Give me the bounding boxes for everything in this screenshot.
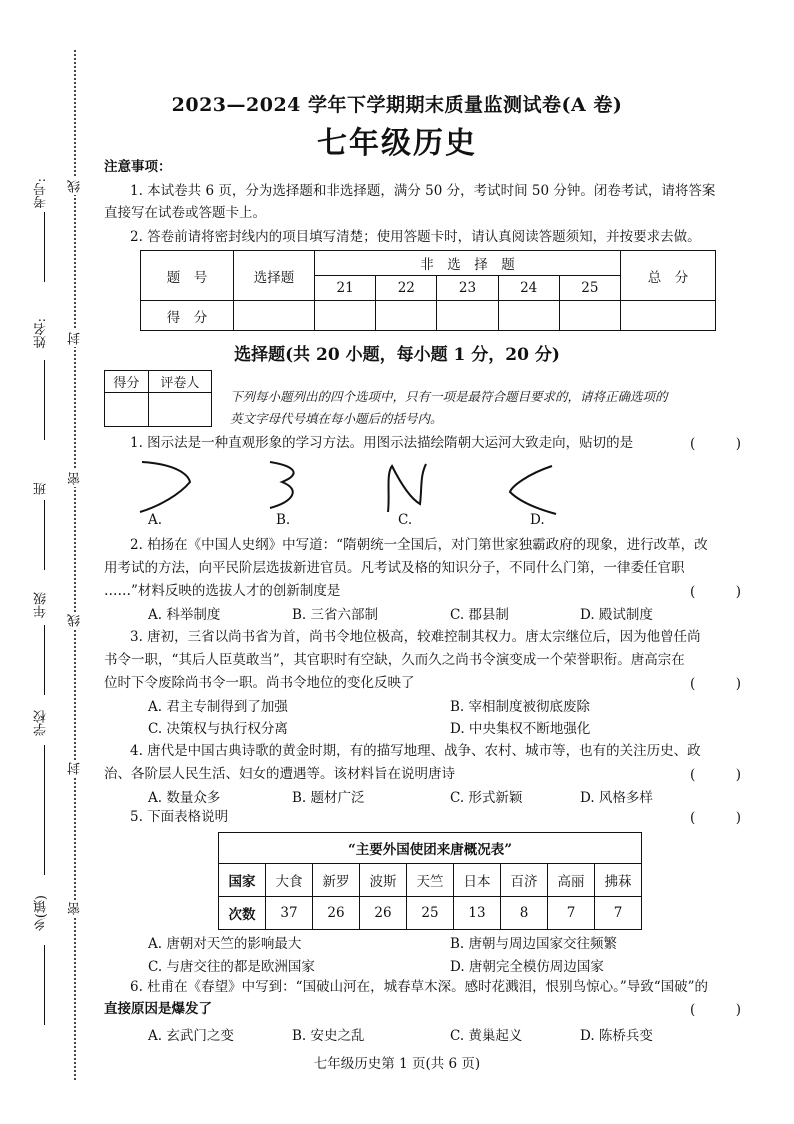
- envoy-count: 13: [454, 897, 501, 930]
- q4-answer-paren[interactable]: ( ): [690, 767, 742, 783]
- q5-option-b: B. 唐朝与周边国家交往频繁: [450, 936, 618, 952]
- seal-char-2: 封: [68, 332, 83, 345]
- seal-char-3: 密: [68, 472, 83, 485]
- subject-title: 七年级历史: [317, 126, 477, 161]
- notice-line-2: 2. 答卷前请将密封线内的项目填写清楚；使用答题卡时，请认真阅读答题须知，并按要求去做。: [130, 229, 701, 245]
- envoy-count: 25: [407, 897, 454, 930]
- envoy-row-head-country: 国家: [219, 864, 266, 897]
- q1-option-b: B.: [276, 512, 291, 528]
- envoy-count: 26: [313, 897, 360, 930]
- q2-option-d: D. 殿试制度: [580, 607, 653, 623]
- score-col-25: 25: [559, 276, 620, 301]
- score-cell[interactable]: [437, 301, 498, 331]
- q5-option-a: A. 唐朝对天竺的影响最大: [148, 936, 302, 952]
- score-cell[interactable]: [234, 301, 315, 331]
- q4-option-b: B. 题材广泛: [292, 790, 365, 806]
- envoy-country: 拂菻: [595, 864, 642, 897]
- envoy-table: [218, 832, 642, 930]
- q3-line-3: 位时下令废除尚书令一职。尚书令地位的变化反映了: [104, 675, 415, 691]
- envoy-count: 26: [360, 897, 407, 930]
- grade-line: [44, 625, 45, 695]
- score-cell[interactable]: [621, 301, 716, 331]
- q5-answer-paren[interactable]: ( ): [690, 810, 742, 826]
- envoy-table-title: “主要外国使团来唐概况表”: [219, 833, 642, 864]
- grader-box: [104, 370, 212, 427]
- name-label: 姓名:: [34, 318, 49, 349]
- q2-option-b: B. 三省六部制: [292, 607, 379, 623]
- score-col-24: 24: [498, 276, 559, 301]
- q3-option-c: C. 决策权与执行权分离: [148, 721, 288, 737]
- envoy-country: 天竺: [407, 864, 454, 897]
- seal-line: [74, 50, 76, 1080]
- score-table-xuanze: 选择题: [234, 251, 315, 301]
- notice-line-1b: 直接写在试卷或答题卡上。: [104, 205, 266, 221]
- grade-label: 年级: [34, 592, 49, 618]
- q1-option-a-sketch: [140, 462, 190, 512]
- class-line: [44, 500, 45, 570]
- class-label: 班: [34, 482, 49, 495]
- q1-canal-sketches: [120, 452, 580, 522]
- school-label: 学校: [34, 710, 49, 736]
- seal-char-1: 线: [68, 180, 83, 193]
- q5-option-d: D. 唐朝完全模仿周边国家: [450, 959, 604, 975]
- score-col-21: 21: [315, 276, 376, 301]
- q6-answer-paren[interactable]: ( ): [690, 1002, 742, 1018]
- q1-option-d: D.: [530, 512, 545, 528]
- q1-option-c-sketch: [388, 464, 426, 512]
- score-table-defen: 得 分: [141, 301, 234, 331]
- grader-score-cell[interactable]: [105, 393, 149, 427]
- q1-answer-paren[interactable]: ( ): [690, 436, 742, 452]
- q4-line-1: 4. 唐代是中国古典诗歌的黄金时期，有的描写地理、战争、农村、城市等，也有的关注历史、政: [130, 743, 701, 759]
- q2-answer-paren[interactable]: ( ): [690, 584, 742, 600]
- q1-option-b-sketch: [270, 462, 294, 508]
- q2-option-c: C. 郡县制: [450, 607, 509, 623]
- q5-option-c: C. 与唐交往的都是欧洲国家: [148, 959, 315, 975]
- envoy-country: 百济: [501, 864, 548, 897]
- page-footer: 七年级历史第 1 页(共 6 页): [313, 1056, 481, 1072]
- q1-option-d-sketch: [510, 466, 556, 514]
- exam-number-label: 考号:: [34, 178, 49, 209]
- grader-score-label: 得分: [105, 371, 149, 393]
- q4-line-2: 治、各阶层人民生活、妇女的遭遇等。该材料旨在说明唐诗: [104, 766, 455, 782]
- q3-option-d: D. 中央集权不断地强化: [450, 721, 591, 737]
- q3-option-a: A. 君主专制得到了加强: [148, 699, 288, 715]
- envoy-country: 高丽: [548, 864, 595, 897]
- score-cell[interactable]: [498, 301, 559, 331]
- q1-option-c: C.: [398, 512, 413, 528]
- score-table: [140, 250, 716, 331]
- q5-stem: 5. 下面表格说明: [130, 809, 229, 825]
- q3-line-2: 书令一职，“其后人臣莫敢当”，其官职时有空缺，久而久之尚书令演变成一个荣誉职衔。唐高宗在: [104, 652, 685, 668]
- envoy-country: 新罗: [313, 864, 360, 897]
- q1-stem: 1. 图示法是一种直观形象的学习方法。用图示法描绘隋朝大运河大致走向，贴切的是: [130, 435, 634, 451]
- q6-option-c: C. 黄巢起义: [450, 1028, 523, 1044]
- school-line: [44, 745, 45, 875]
- notice-heading: 注意事项：: [104, 159, 172, 175]
- envoy-row-head-count: 次数: [219, 897, 266, 930]
- score-cell[interactable]: [315, 301, 376, 331]
- exam-title: 2023—2024 学年下学期期末质量监测试卷(A 卷): [171, 94, 623, 116]
- score-table-zongfen: 总 分: [621, 251, 716, 301]
- q3-answer-paren[interactable]: ( ): [690, 676, 742, 692]
- envoy-count: 7: [595, 897, 642, 930]
- seal-char-4: 线: [68, 614, 83, 627]
- q2-option-a: A. 科举制度: [148, 607, 221, 623]
- q2-line-1: 2. 柏扬在《中国人史纲》中写道：“隋朝统一全国后，对门第世家独霸政府的现象，进行改革，改: [130, 537, 708, 553]
- q1-option-a: A.: [148, 512, 163, 528]
- q2-line-2: 用考试的方法，向平民阶层选拔新进官员。凡考试及格的知识分子，不同什么门第，一律委任官职: [104, 560, 685, 576]
- q4-option-a: A. 数量众多: [148, 790, 221, 806]
- envoy-count: 8: [501, 897, 548, 930]
- section-instruction-a: 下列每小题列出的四个选项中，只有一项是最符合题目要求的，请将正确选项的: [230, 389, 668, 404]
- q6-option-a: A. 玄武门之变: [148, 1028, 234, 1044]
- q2-line-3: ……”材料反映的选拔人才的创新制度是: [104, 583, 341, 599]
- town-label: 乡(镇): [34, 895, 49, 932]
- exam-number-line: [44, 212, 45, 282]
- q6-line-2: 直接原因是爆发了: [104, 1001, 212, 1017]
- q6-option-b: B. 安史之乱: [292, 1028, 365, 1044]
- seal-char-6: 密: [68, 902, 83, 915]
- q3-option-b: B. 宰相制度被彻底废除: [450, 699, 591, 715]
- envoy-country: 波斯: [360, 864, 407, 897]
- q6-option-d: D. 陈桥兵变: [580, 1028, 653, 1044]
- notice-line-1a: 1. 本试卷共 6 页，分为选择题和非选择题，满分 50 分，考试时间 50 分钟。闭卷考试，请将答案: [130, 183, 716, 199]
- q4-option-d: D. 风格多样: [580, 790, 653, 806]
- seal-char-5: 封: [68, 762, 83, 775]
- section-heading: 选择题(共 20 小题，每小题 1 分，20 分): [234, 345, 560, 365]
- grader-name-cell[interactable]: [148, 393, 211, 427]
- name-line: [44, 360, 45, 440]
- section-instruction-b: 英文字母代号填在每小题后的括号内。: [230, 411, 443, 426]
- envoy-count: 7: [548, 897, 595, 930]
- score-col-22: 22: [376, 276, 437, 301]
- score-cell[interactable]: [376, 301, 437, 331]
- score-col-23: 23: [437, 276, 498, 301]
- town-line: [44, 945, 45, 1025]
- q3-line-1: 3. 唐初，三省以尚书省为首，尚书令地位极高，较难控制其权力。唐太宗继位后，因为他曾任尚: [130, 629, 701, 645]
- q6-line-1: 6. 杜甫在《春望》中写到：“国破山河在，城春草木深。感时花溅泪，恨别鸟惊心。”导致“国破”的: [130, 979, 709, 995]
- score-cell[interactable]: [559, 301, 620, 331]
- score-table-tihao: 题 号: [141, 251, 234, 301]
- q4-option-c: C. 形式新颖: [450, 790, 523, 806]
- grader-name-label: 评卷人: [148, 371, 211, 393]
- envoy-country: 大食: [266, 864, 313, 897]
- score-table-feixuanze: 非 选 择 题: [315, 251, 621, 276]
- envoy-count: 37: [266, 897, 313, 930]
- envoy-country: 日本: [454, 864, 501, 897]
